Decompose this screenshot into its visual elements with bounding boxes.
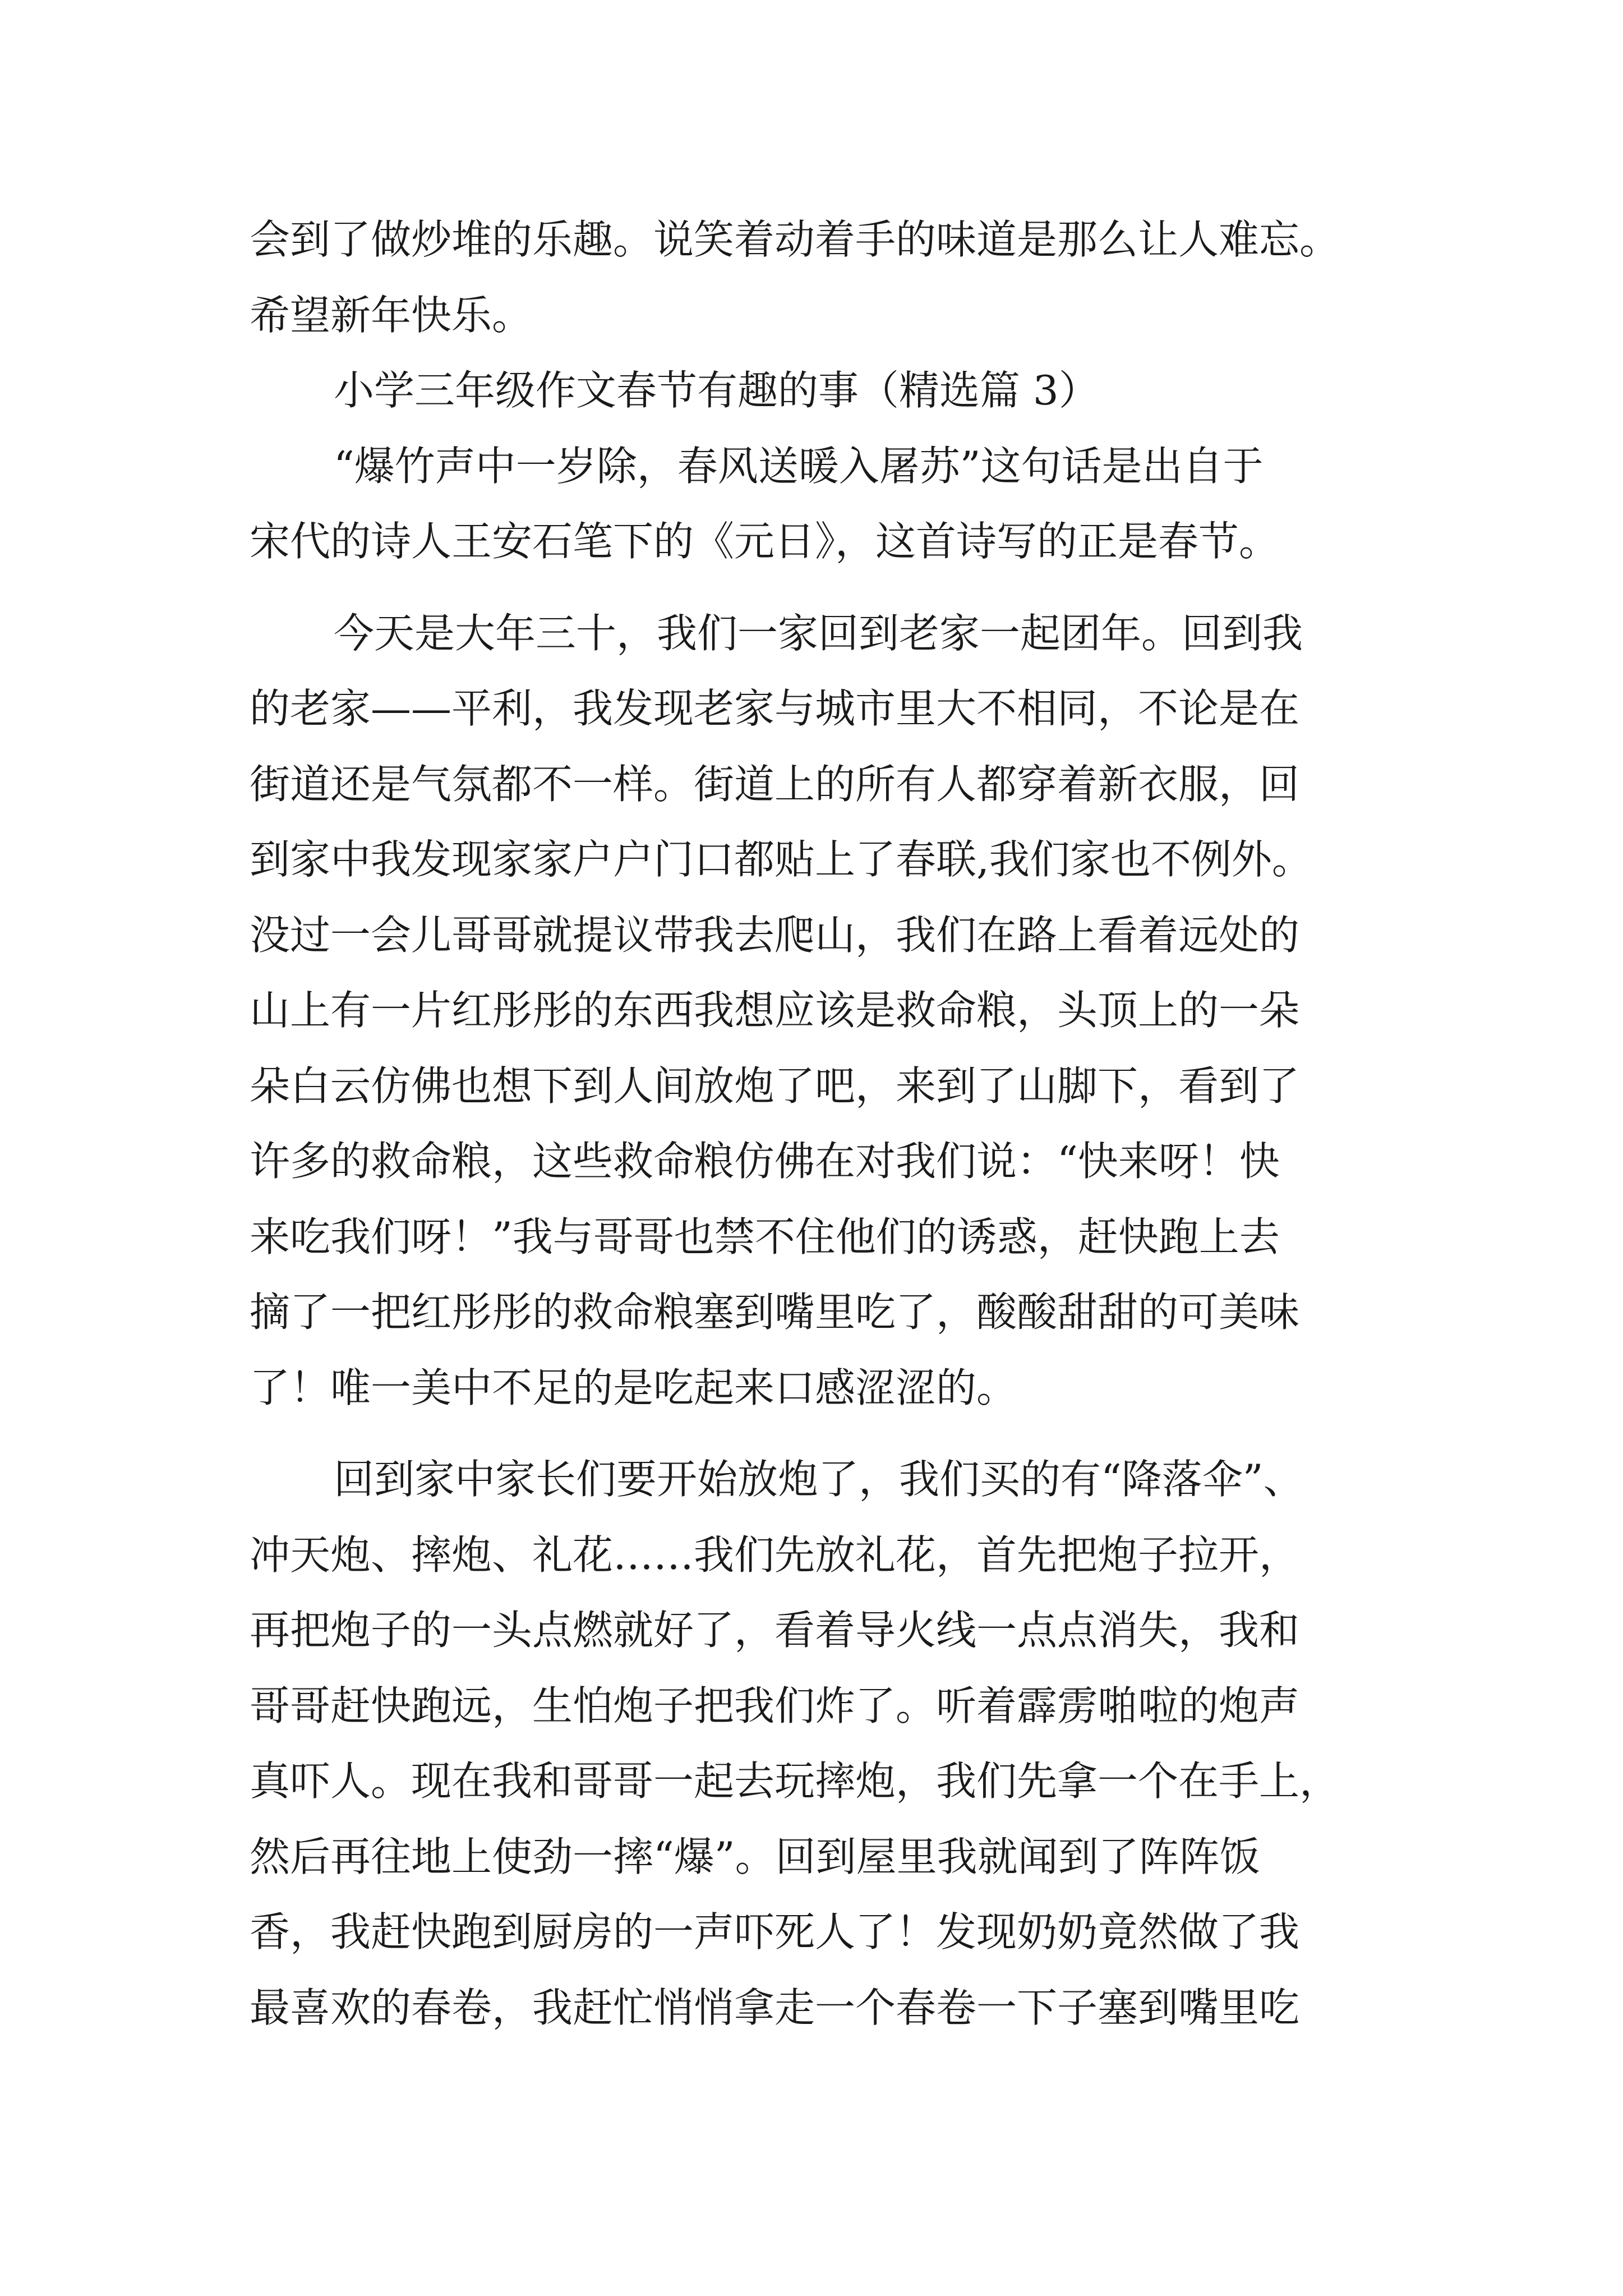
text-line: 没过一会儿哥哥就提议带我去爬山，我们在路上看着远处的 — [250, 911, 1300, 959]
text-line: 朵白云仿佛也想下到人间放炮了吧，来到了山脚下，看到了 — [250, 1062, 1300, 1110]
text-line: 山上有一片红彤彤的东西我想应该是救命粮，头顶上的一朵 — [250, 987, 1300, 1034]
text-line: 宋代的诗人王安石笔下的《元日》，这首诗写的正是春节。 — [250, 518, 1280, 565]
text-line: 哥哥赶快跑远，生怕炮子把我们炸了。听着霹雳啪啦的炮声 — [250, 1682, 1300, 1729]
text-line: 回到家中家长们要开始放炮了，我们买的有“降落伞”、 — [334, 1456, 1304, 1503]
text-line: 再把炮子的一头点燃就好了，看着导火线一点点消失，我和 — [250, 1607, 1300, 1654]
text-line: 今天是大年三十，我们一家回到老家一起团年。回到我 — [334, 609, 1303, 657]
text-line: 到家中我发现家家户户门口都贴上了春联,我们家也不例外。 — [250, 836, 1312, 883]
text-line: 香，我赶快跑到厨房的一声吓死人了！发现奶奶竟然做了我 — [250, 1908, 1300, 1955]
text-line: 会到了做炒堆的乐趣。说笑着动着手的味道是那么让人难忘。 — [250, 216, 1340, 263]
text-line: 真吓人。现在我和哥哥一起去玩摔炮，我们先拿一个在手上， — [250, 1757, 1340, 1805]
text-line: 了！唯一美中不足的是吃起来口感涩涩的。 — [250, 1364, 1017, 1411]
text-line: 冲天炮、摔炮、礼花……我们先放礼花，首先把炮子拉开， — [250, 1531, 1300, 1579]
text-line: 最喜欢的春卷，我赶忙悄悄拿走一个春卷一下子塞到嘴里吃 — [250, 1984, 1300, 2031]
text-line: 然后再往地上使劲一摔“爆”。回到屋里我就闻到了阵阵饭 — [250, 1833, 1260, 1880]
text-line: 希望新年快乐。 — [250, 291, 533, 339]
section-heading: 小学三年级作文春节有趣的事（精选篇 3） — [334, 367, 1099, 414]
text-line: “爆竹声中一岁除，春风送暖入屠苏”这句话是出自于 — [334, 442, 1264, 490]
text-line: 街道还是气氛都不一样。街道上的所有人都穿着新衣服，回 — [250, 760, 1300, 808]
text-line: 摘了一把红彤彤的救命粮塞到嘴里吃了，酸酸甜甜的可美味 — [250, 1289, 1300, 1336]
text-line: 的老家——平利，我发现老家与城市里大不相同，不论是在 — [250, 685, 1300, 732]
text-line: 来吃我们呀！”我与哥哥也禁不住他们的诱惑，赶快跑上去 — [250, 1213, 1280, 1260]
text-line: 许多的救命粮，这些救命粮仿佛在对我们说：“快来呀！快 — [250, 1138, 1280, 1185]
body-text — [250, 202, 1483, 2045]
